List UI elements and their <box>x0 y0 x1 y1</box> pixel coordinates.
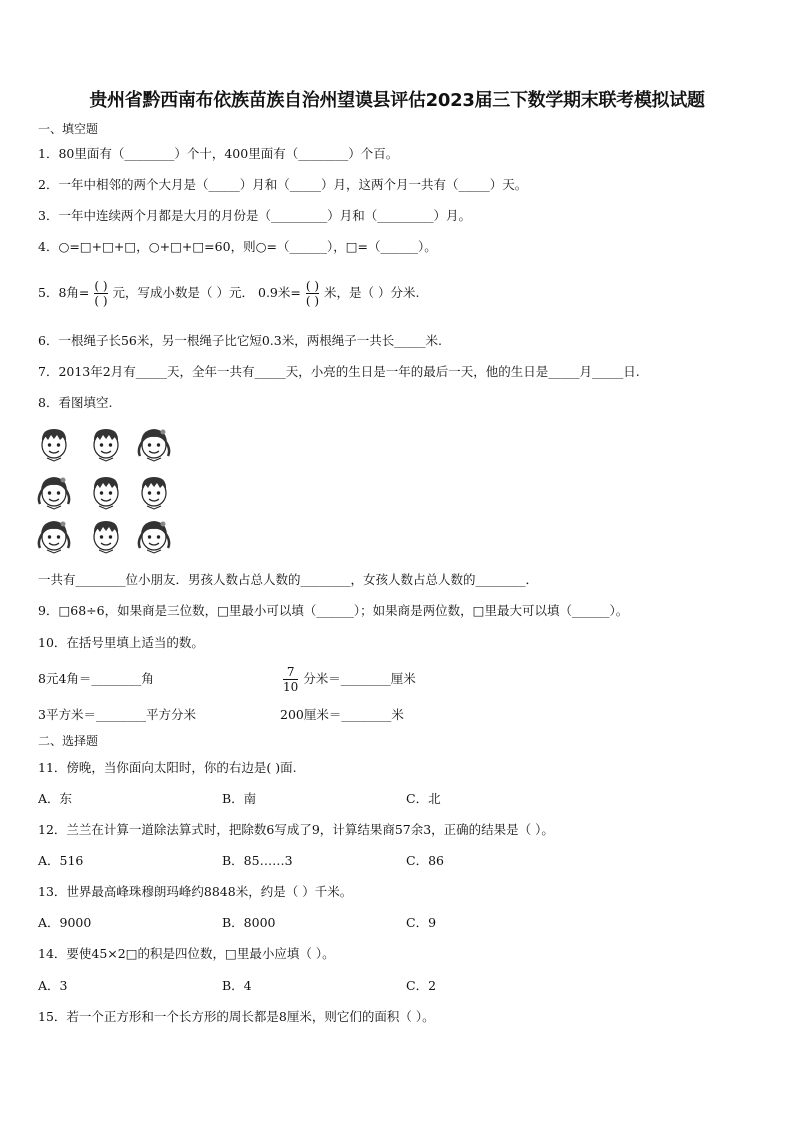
question-10-item-d: 200厘米＝________米 <box>280 707 404 722</box>
question-10-item-a: 8元4角＝________角 <box>38 671 154 686</box>
boy-face-icon <box>36 424 72 462</box>
section-fill-blank-heading: 一、填空题 <box>38 122 99 136</box>
q10-item-b-rest: 分米＝________厘米 <box>303 671 416 686</box>
q10-fraction-numerator: 7 <box>286 665 295 679</box>
girl-face-icon <box>136 516 172 554</box>
q14-option-a: A．3 <box>38 978 68 993</box>
q5-fraction-1 <box>94 279 107 308</box>
boy-face-icon <box>88 516 124 554</box>
q5-fraction-1-denominator: ( ) <box>94 294 108 308</box>
q10-fraction <box>283 665 298 694</box>
question-13: 13．世界最高峰珠穆朗玛峰约8848米，约是（ ）千米。 <box>38 884 353 899</box>
q14-option-c: C．2 <box>406 978 437 993</box>
q11-option-b: B．南 <box>222 791 257 806</box>
q5-fraction-1-numerator: ( ) <box>94 279 108 293</box>
q5-fraction-2-denominator: ( ) <box>305 294 320 308</box>
q12-option-b: B．85……3 <box>222 853 293 868</box>
q13-option-b: B．8000 <box>222 915 276 930</box>
question-9: 9．□68÷6，如果商是三位数，□里最小可以填（______）；如果商是两位数，□里最大可以填（______）。 <box>38 603 629 618</box>
girl-face-icon <box>136 424 172 462</box>
question-2: 2．一年中相邻的两个大月是（_____）月和（_____）月，这两个月一共有（_____）天。 <box>38 177 528 192</box>
girl-face-icon <box>36 472 72 510</box>
q11-option-c: C．北 <box>406 791 441 806</box>
q14-option-b: B．4 <box>222 978 252 993</box>
q5-fraction-2 <box>306 279 319 308</box>
boy-face-icon <box>88 472 124 510</box>
section-choice-heading: 二、选择题 <box>38 734 99 748</box>
question-6: 6．一根绳子长56米，另一根绳子比它短0.3米，两根绳子一共长_____米. <box>38 333 442 348</box>
question-1: 1．80里面有（________）个十，400里面有（________）个百。 <box>38 146 399 161</box>
question-3: 3．一年中连续两个月都是大月的月份是（_________）月和（_________）月。 <box>38 208 471 223</box>
question-10-item-b <box>282 660 416 698</box>
boy-face-icon <box>88 424 124 462</box>
q5-part-b: 元，写成小数是（ ）元． 0.9米= <box>112 285 301 300</box>
question-11: 11．傍晚，当你面向太阳时，你的右边是( )面. <box>38 760 297 775</box>
q13-option-a: A．9000 <box>38 915 92 930</box>
question-10-item-c: 3平方米＝________平方分米 <box>38 707 196 722</box>
girl-face-icon <box>36 516 72 554</box>
question-10: 10．在括号里填上适当的数。 <box>38 635 204 650</box>
exam-title: 贵州省黔西南布依族苗族自治州望谟县评估2023届三下数学期末联考模拟试题 <box>89 90 705 111</box>
question-8: 8．看图填空. <box>38 395 113 410</box>
q12-option-a: A．516 <box>38 853 84 868</box>
question-12: 12．兰兰在计算一道除法算式时，把除数6写成了9，计算结果商57余3，正确的结果是（ ）。 <box>38 822 554 837</box>
boy-face-icon <box>136 472 172 510</box>
question-7: 7．2013年2月有_____天，全年一共有_____天，小亮的生日是一年的最后一天，他的生日是_____月_____日. <box>38 364 640 379</box>
question-4: 4．○=□+□+□，○+□+□=60，则○=（______），□=（______）。 <box>38 239 437 254</box>
q5-fraction-2-numerator: ( ) <box>305 279 320 293</box>
question-14: 14．要使45×2□的积是四位数，□里最小应填（ ）。 <box>38 946 335 961</box>
question-5 <box>38 276 419 310</box>
q12-option-c: C．86 <box>406 853 444 868</box>
q5-part-a: 5．8角= <box>38 285 90 300</box>
children-picture <box>36 424 176 558</box>
q10-fraction-denominator: 10 <box>283 680 299 694</box>
q13-option-c: C．9 <box>406 915 437 930</box>
question-15: 15．若一个正方形和一个长方形的周长都是8厘米，则它们的面积（ ）。 <box>38 1009 435 1024</box>
q11-option-a: A．东 <box>38 791 73 806</box>
question-8-fill: 一共有________位小朋友．男孩人数占总人数的________，女孩人数占总人数的________． <box>38 572 539 587</box>
q5-part-c: 米，是（ ）分米. <box>324 285 420 300</box>
